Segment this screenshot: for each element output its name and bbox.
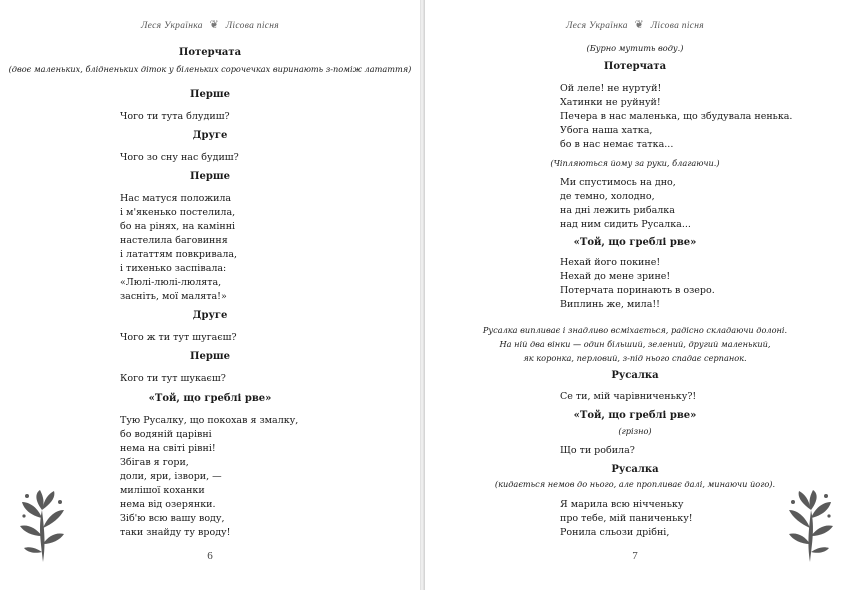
stage-direction: Русалка випливає і знадливо всміхається, радісно складаючи долоні. [482, 325, 788, 335]
verse-line: нема від озерянки. [120, 499, 216, 510]
speaker-name: Перше [190, 351, 230, 362]
dialogue-line: Се ти, мій чарівниченьку?! [560, 391, 697, 402]
stage-direction: (грізно) [618, 426, 652, 436]
verse-line: Ронила сльози дрібні, [560, 527, 670, 538]
verse-line: Нехай його покине! [560, 257, 661, 268]
verse-line: «Люлі-люлі-люлята, [120, 277, 222, 288]
dialogue-line: Чого ти тута блудиш? [120, 111, 230, 122]
verse-line: Зіб'ю всю вашу воду, [120, 513, 225, 524]
speaker-name: «Той, що греблі рве» [573, 237, 697, 248]
stage-direction: На ній два вінки — один більший, зелений, другий маленький, [499, 339, 771, 349]
verse-line: Виплинь же, мила!! [560, 299, 660, 310]
character-heading: Потерчата [178, 47, 242, 58]
verse-line: настелила баговиння [120, 235, 228, 246]
page-number: 6 [207, 550, 213, 562]
speaker-name: Русалка [611, 464, 659, 475]
right-page [425, 0, 845, 590]
verse-line: засніть, мої малята!» [120, 291, 227, 302]
header-author: Леся Українка [140, 21, 203, 31]
verse-line: Ой леле! не нуртуй! [560, 83, 662, 94]
verse-line: Хатинки не руйнуй! [560, 97, 661, 108]
verse-line: бо в нас немає татка... [560, 139, 674, 150]
verse-line: доли, яри, ізвори, — [120, 471, 222, 482]
verse-line: Потерчата поринають в озеро. [560, 285, 715, 296]
speaker-name: Перше [190, 171, 230, 182]
leaf-ornament-icon: ❦ [634, 19, 645, 31]
verse-line: Ми спустимось на дно, [560, 177, 676, 188]
verse-line: таки знайду ту вроду! [120, 527, 231, 538]
verse-line: Убога наша хатка, [560, 125, 653, 136]
verse-line: і м'якенько постелила, [120, 207, 236, 218]
verse-line: Нехай до мене зрине! [560, 271, 671, 282]
leaf-ornament-icon: ❦ [209, 19, 220, 31]
dialogue-line: Що ти робила? [560, 445, 635, 456]
header-title: Лісова пісня [225, 21, 280, 31]
stage-direction: (Бурно мутить воду.) [586, 43, 684, 53]
speaker-name: Русалка [611, 370, 659, 381]
header-title: Лісова пісня [650, 21, 705, 31]
page-header [0, 18, 420, 31]
verse-line: Печера в нас маленька, що збудувала ненька. [560, 111, 793, 122]
stage-direction: (двоє маленьких, блідненьких діток у біленьких сорочечках виринають з-поміж латаття) [8, 64, 412, 74]
speaker-name: Друге [192, 310, 228, 321]
dialogue-line: Чого ж ти тут шугаєш? [120, 332, 237, 343]
stage-direction: як коронка, перловий, з-під нього спадає серпанок. [523, 353, 747, 363]
verse-line: Я марила всю нічченьку [560, 499, 684, 510]
left-page [0, 0, 420, 590]
verse-line: на дні лежить рибалка [560, 205, 675, 216]
verse-line: про тебе, мій паниченьку! [560, 513, 693, 524]
speaker-name: «Той, що греблі рве» [573, 410, 697, 421]
verse-line: і тихенько заспівала: [120, 263, 227, 274]
page-number: 7 [632, 550, 638, 562]
verse-line: милішої коханки [120, 485, 205, 496]
verse-line: бо водяній царівні [120, 429, 212, 440]
verse-line: де темно, холодно, [560, 191, 655, 202]
stage-direction: (Чіпляються йому за руки, благаючи.) [550, 158, 720, 168]
verse-line: Збігав я гори, [120, 457, 189, 468]
dialogue-line: Чого зо сну нас будиш? [120, 152, 239, 163]
verse-line: над ним сидить Русалка... [560, 219, 691, 230]
verse-line: і лататтям повкривала, [120, 249, 238, 260]
verse-line: Нас матуся положила [120, 193, 232, 204]
header-author: Леся Українка [565, 21, 628, 31]
speaker-name: Друге [192, 130, 228, 141]
speaker-name: Перше [190, 89, 230, 100]
verse-line: нема на світі рівні! [120, 443, 216, 454]
page-header [425, 18, 845, 31]
stage-direction: (кидається немов до нього, але пропливає далі, минаючи його). [494, 479, 776, 489]
verse-line: Тую Русалку, що покохав я змалку, [120, 415, 299, 426]
dialogue-line: Кого ти тут шукаєш? [120, 373, 226, 384]
verse-line: бо на рінях, на камінні [120, 221, 236, 232]
speaker-name: «Той, що греблі рве» [148, 393, 272, 404]
speaker-name: Потерчата [603, 61, 667, 72]
